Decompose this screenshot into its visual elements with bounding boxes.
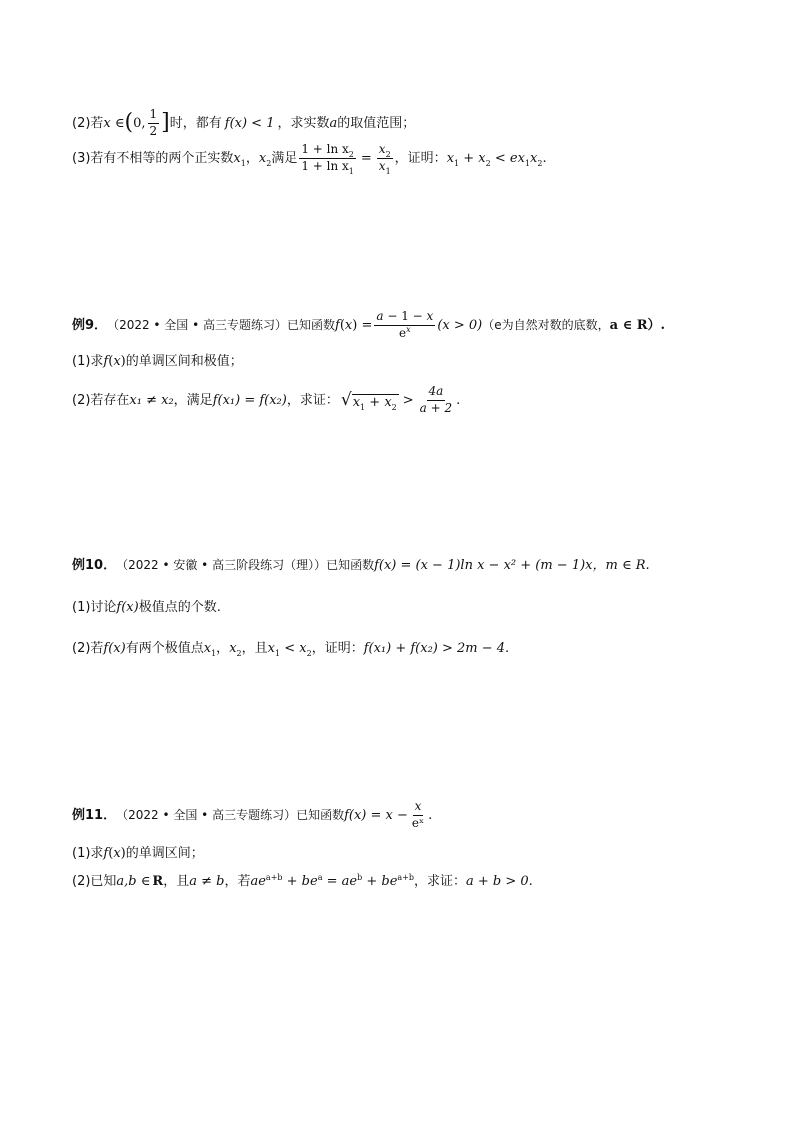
problem-part-2 (72, 108, 415, 138)
ex10-q2-prove: ，证明： (311, 640, 364, 656)
ex9-q1-func: f(x) (103, 353, 126, 369)
part3-equals: = (360, 150, 372, 166)
part3-fraction-ln (299, 143, 356, 174)
ex10-source: （2022 • 安徽 • 高三阶段练习（理））已知函数 (116, 558, 375, 572)
ex10-q2-sep: ， (216, 640, 230, 656)
ln-num-text: 1 + ln x (301, 141, 349, 156)
example-9-q2 (72, 382, 460, 418)
ex9-rhs-numerator: 4a (427, 385, 446, 401)
ex9-func-denominator: $e^x$ (399, 324, 411, 340)
ex9-note-end: a ∈ R）. (609, 317, 666, 333)
part2-left-bracket: ( (124, 110, 134, 135)
part3-prove: ，证明： (394, 150, 447, 166)
ex9-rhs-denominator: a + 2 (419, 400, 453, 415)
example-9-header (72, 307, 665, 343)
part3-prefix: (3)若有不相等的两个正实数 (72, 150, 234, 166)
example-10-q2 (72, 638, 509, 658)
ex9-q2-mid: ，满足 (173, 392, 213, 408)
ex10-q1-suffix: 极值点的个数. (138, 599, 221, 615)
ex10-label: 例10 (72, 557, 104, 573)
ex11-q2-R: R (152, 873, 164, 889)
ex11-end: . (428, 807, 433, 823)
ex11-q2-neq: a ≠ b (189, 873, 225, 889)
ex11-q2-vars: a,b ∈ (116, 873, 151, 889)
half-numerator: 1 (148, 108, 160, 124)
part3-sep: ， (245, 150, 259, 166)
part2-mid: 时，都有 (169, 115, 222, 131)
ex9-rhs-fraction (418, 385, 454, 416)
ex11-q2-equation: $ae^{a+b} + be^a = ae^b + be^{a+b}$ (250, 872, 414, 889)
part2-var-a: a (329, 115, 338, 131)
part3-end: . (542, 150, 547, 166)
ex9-end: . (456, 392, 461, 408)
part2-interval-start: 0, (133, 115, 146, 131)
ex10-func: f(x) = (x − 1)ln x − x² + (m − 1)x (374, 557, 593, 573)
part2-suffix: ，求实数 (277, 115, 330, 131)
part3-satisfy: 满足 (271, 150, 298, 166)
ex10-end: . (505, 640, 510, 656)
x-denominator: $x_1$ (378, 158, 391, 176)
ex10-q1-func: f(x) (116, 599, 139, 615)
ex9-q1-prefix: (1)求 (72, 353, 104, 369)
ex9-q2-prove: ，求证： (286, 392, 339, 408)
ln-denominator: $1 + \ln x_1$ (301, 158, 354, 176)
ex9-label: 例9 (72, 317, 95, 333)
ln-numerator: $1 + \ln x_2$ (301, 141, 354, 159)
part3-fraction-x (377, 143, 393, 174)
ex11-func-lhs: f(x) = x − (344, 807, 408, 823)
x-numerator: $x_2$ (378, 141, 391, 159)
ex10-q2-x2: $x_2$ (229, 640, 242, 658)
part2-inequality: f(x) < 1 (224, 115, 275, 131)
ex11-dot: ． (103, 807, 117, 823)
part3-conclusion: $x_1 + x_2 < ex_1x_2$ (446, 150, 543, 168)
ex11-func-fraction (410, 800, 426, 831)
ex9-condition: (x > 0) (437, 317, 483, 333)
ex10-q2-x1: $x_1$ (203, 640, 217, 658)
problem-part-3 (72, 141, 547, 175)
ex9-func-numerator: a − 1 − x (374, 310, 435, 326)
part2-x-in: x ∈ (103, 115, 125, 131)
ex10-param: ，m ∈ R. (592, 557, 650, 573)
ex11-q2-if: ，若 (224, 873, 251, 889)
ex9-q2-cond: x₁ ≠ x₂ (129, 392, 174, 408)
ex10-q1-prefix: (1)讨论 (72, 599, 117, 615)
ex9-func-lhs: f(x) = (335, 317, 373, 333)
ex10-dot: ． (103, 557, 117, 573)
ex10-q2-and: ，且 (241, 640, 268, 656)
ex11-q2-and: ，且 (163, 873, 190, 889)
sqrt-body: $x_1 + x_2$ (352, 394, 397, 412)
ex11-q1-prefix: (1)求 (72, 845, 104, 861)
example-11-header (72, 797, 432, 833)
ex9-func-fraction (374, 310, 435, 341)
ex11-q1-func: f(x) (103, 845, 126, 861)
part3-x1: $x_1$ (233, 150, 246, 168)
example-11-q1 (72, 843, 204, 863)
ex11-frac-numerator: x (413, 800, 424, 816)
ex11-q2-conclusion: a + b > 0. (466, 873, 533, 889)
ex10-q2-func: f(x) (103, 640, 126, 656)
ex9-note: （e为自然对数的底数， (482, 318, 610, 332)
ex10-q2-prefix: (2)若 (72, 640, 104, 656)
ex10-q2-mid: 有两个极值点 (125, 640, 204, 656)
ex11-q1-suffix: 的单调区间； (125, 845, 204, 861)
ex11-source: （2022 • 全国 • 高三专题练习）已知函数 (116, 808, 345, 822)
sqrt-symbol: √ (340, 389, 352, 410)
ex10-q2-ineq: f(x₁) + f(x₂) > 2m − 4 (363, 640, 506, 656)
ex10-q2-order: $x_1 < x_2$ (267, 640, 312, 658)
part3-x2: $x_2$ (258, 150, 272, 168)
example-11-q2 (72, 871, 533, 891)
part2-right-bracket: ] (161, 110, 170, 135)
ex9-sqrt (340, 389, 399, 412)
ex9-q2-eq: f(x₁) = f(x₂) (212, 392, 287, 408)
part2-tail: 的取值范围； (337, 115, 416, 131)
part2-prefix: (2)若 (72, 115, 104, 131)
example-10-header (72, 555, 650, 575)
half-denominator: 2 (149, 123, 158, 138)
ex11-frac-denominator: eˣ (411, 815, 425, 830)
part2-half-fraction (148, 108, 160, 139)
ex9-q2-prefix: (2)若存在 (72, 392, 130, 408)
ex11-q2-prefix: (2)已知 (72, 873, 117, 889)
ex11-q2-prove: ，求证： (414, 873, 467, 889)
ex9-dot: ． (94, 317, 108, 333)
example-9-q1 (72, 351, 243, 371)
ex9-source: （2022 • 全国 • 高三专题练习）已知函数 (107, 318, 336, 332)
ex9-q1-suffix: 的单调区间和极值； (125, 353, 243, 369)
ex11-label: 例11 (72, 807, 104, 823)
ex9-gt: > (402, 392, 414, 408)
example-10-q1 (72, 597, 221, 617)
ln-den-text: 1 + ln x (301, 158, 349, 173)
